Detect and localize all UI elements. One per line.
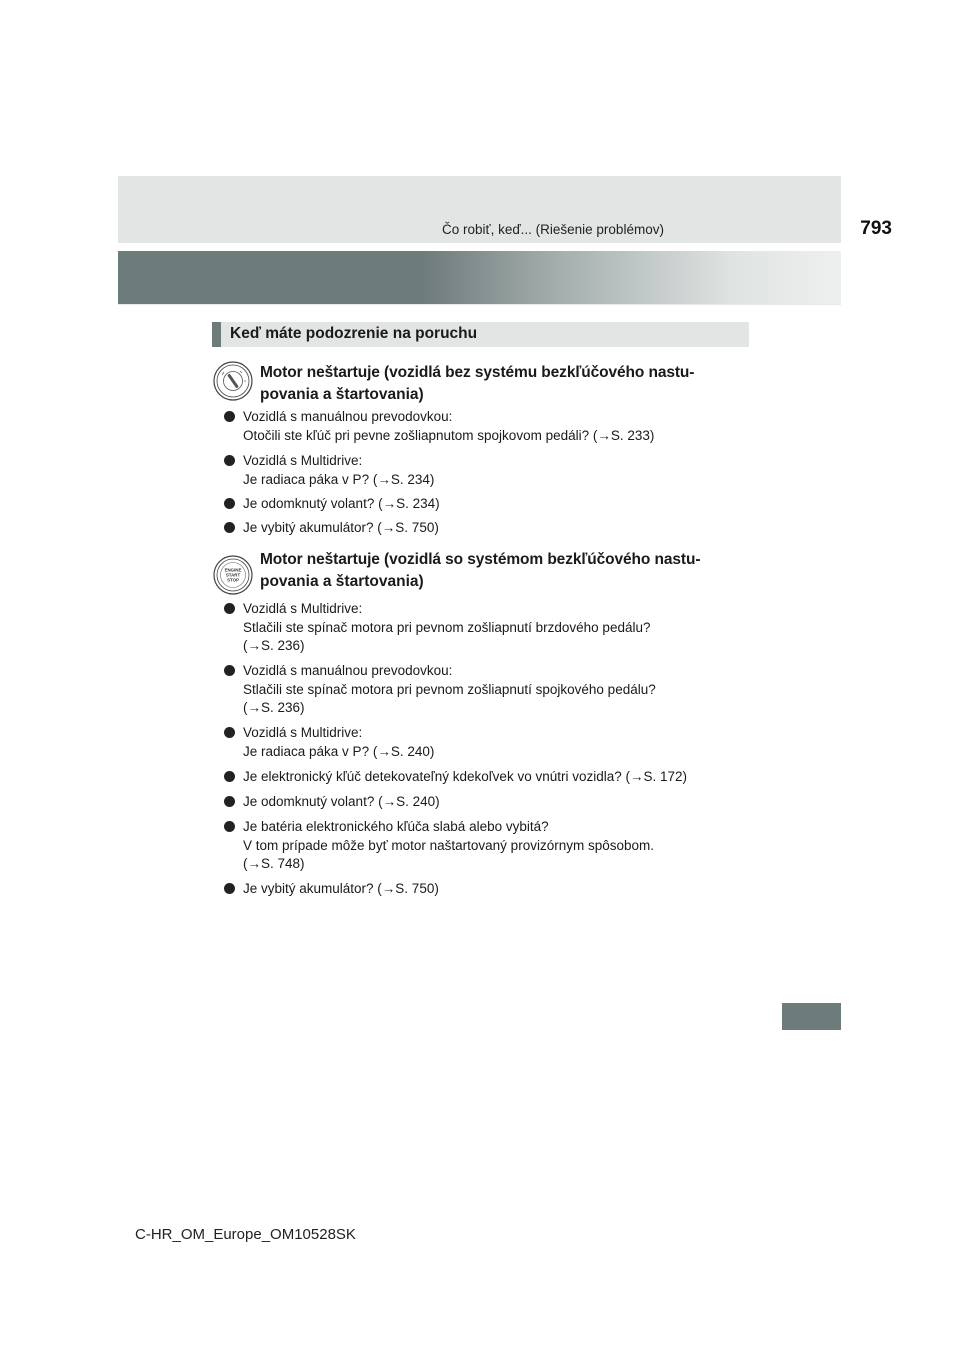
subheading-no-smart-entry [260,362,750,406]
item-line: Stlačili ste spínač motora pri pevnom zošliapnutí spojkového pedálu? [243,681,656,697]
section-heading-text: Keď máte podozrenie na poruchu [230,325,478,342]
bullet-icon [224,497,239,512]
bullet-icon [224,882,239,897]
page-number: 793 [860,218,892,239]
icon-text: START [225,572,241,578]
item-line: Je radiaca páka v P? (→S. 240) [243,743,435,759]
chapter-side-tab [782,1003,841,1030]
subheading-line: Motor neštartuje (vozidlá bez systému bezkľúčového nastu- [260,364,695,381]
bullet-icon [224,602,239,617]
item-line: (→S. 236) [243,700,305,715]
list-item [243,495,753,514]
item-line: Vozidlá s manuálnou prevodovkou: [243,663,453,678]
item-line: Vozidlá s Multidrive: [243,453,363,468]
subheading-line: povania a štartovania) [260,386,424,403]
item-line: Vozidlá s Multidrive: [243,725,363,740]
document-code: C-HR_OM_Europe_OM10528SK [135,1226,356,1243]
list-item [243,600,753,656]
ignition-key-switch-icon [213,361,253,401]
bullet-icon [224,795,239,810]
bullet-icon [224,726,239,741]
item-line: Je odomknutý volant? (→S. 240) [243,794,440,809]
item-line: Vozidlá s manuálnou prevodovkou: [243,409,453,424]
item-line: Je vybitý akumulátor? (→S. 750) [243,881,439,896]
list-item [243,818,753,874]
divider [118,304,841,305]
item-line: (→S. 748) [243,856,305,871]
item-line: Je odomknutý volant? (→S. 234) [243,496,440,511]
list-item [243,408,753,445]
list-item [243,768,753,787]
subheading-smart-entry [260,549,750,593]
item-line: Je vybitý akumulátor? (→S. 750) [243,520,439,535]
bullet-icon [224,820,239,835]
item-line: Stlačili ste spínač motora pri pevnom zošliapnutí brzdového pedálu? [243,619,651,635]
item-line: Je radiaca páka v P? (→S. 234) [243,471,435,487]
list-item [243,724,753,761]
bullet-icon [224,521,239,536]
item-line: Je batéria elektronického kľúča slabá alebo vybitá? [243,819,549,834]
section-heading [212,322,749,347]
bullet-icon [224,770,239,785]
list-item [243,662,753,718]
item-line: Otočili ste kľúč pri pevne zošliapnutom spojkovom pedáli? (→S. 233) [243,427,655,443]
item-line: V tom prípade môže byť motor naštartovaný provizórnym spôsobom. [243,837,654,853]
icon-text: STOP [227,577,239,583]
bullet-icon [224,410,239,425]
chapter-title: Čo robiť, keď... (Riešenie problémov) [442,222,664,237]
item-line: Je elektronický kľúč detekovateľný kdekoľvek vo vnútri vozidla? (→S. 172) [243,769,688,784]
subheading-line: povania a štartovania) [260,573,424,590]
decorative-band [118,251,841,304]
item-line: (→S. 236) [243,638,305,653]
item-line: Vozidlá s Multidrive: [243,601,363,616]
subheading-line: Motor neštartuje (vozidlá so systémom bezkľúčového nastu- [260,551,701,568]
bullet-icon [224,664,239,679]
list-item [243,519,753,538]
icon-text: ENGINE [224,567,242,573]
engine-start-stop-button-icon [213,555,253,595]
bullet-icon [224,454,239,469]
list-item [243,880,753,899]
list-item [243,452,753,489]
list-item [243,793,753,812]
